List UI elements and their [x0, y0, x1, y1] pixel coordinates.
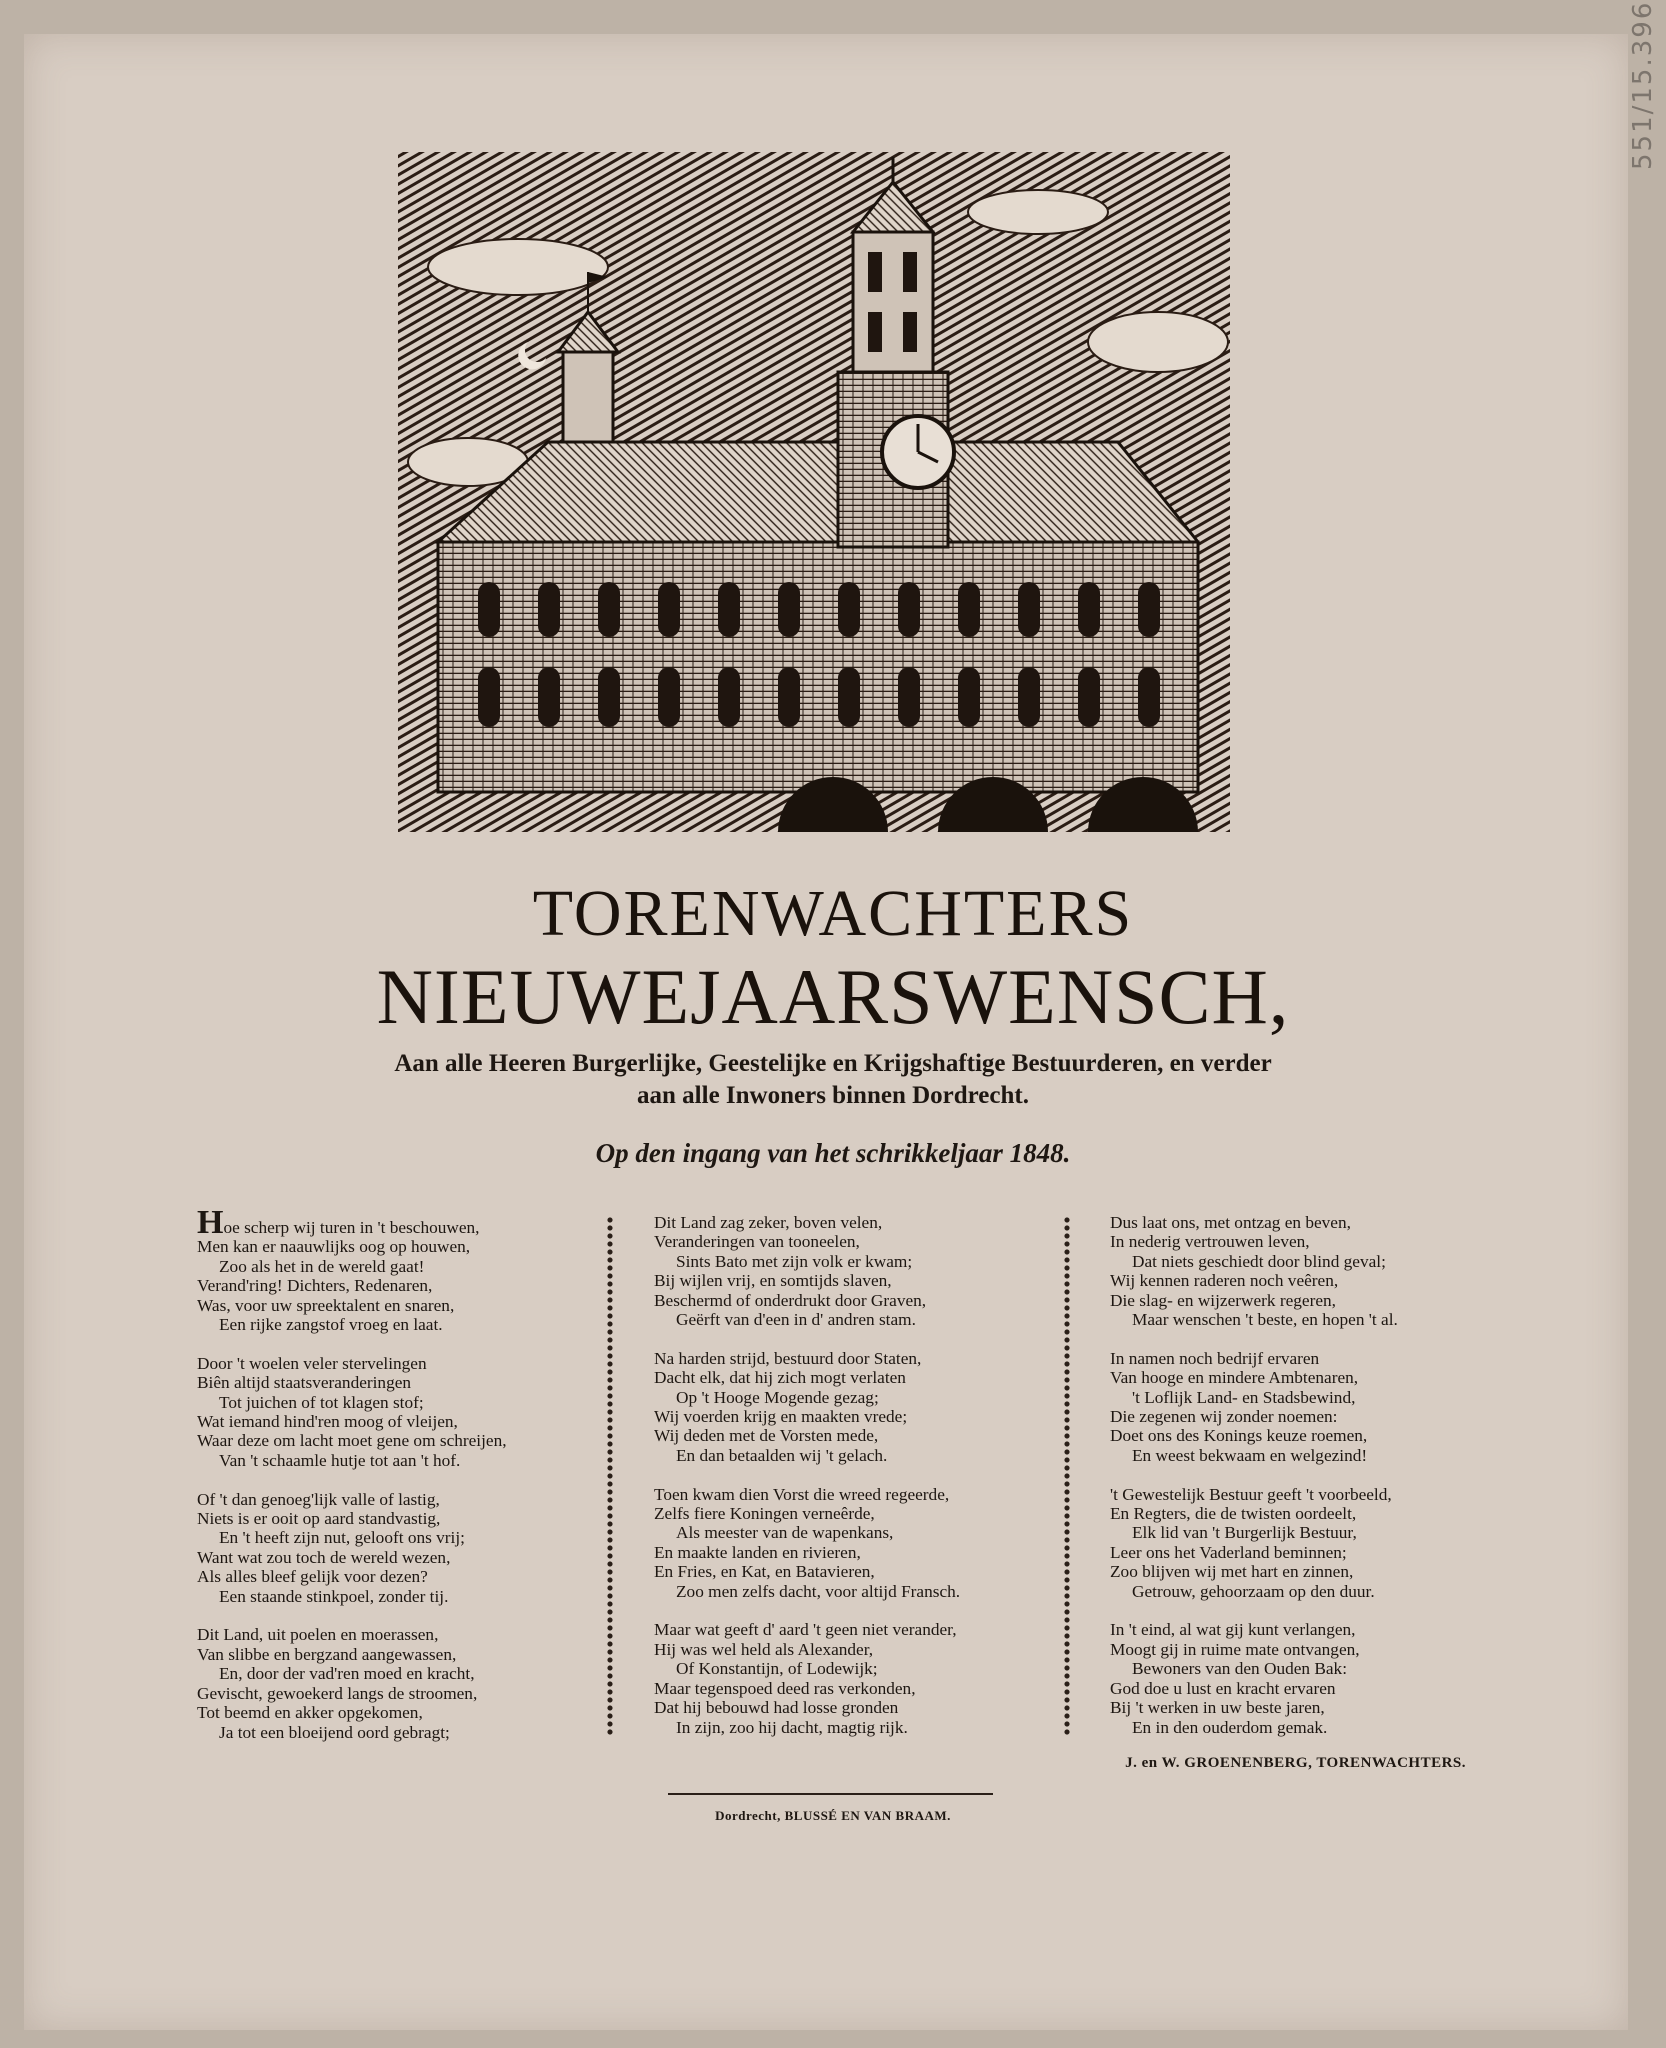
- verse-line: Bij 't werken in uw beste jaren,: [1110, 1698, 1325, 1718]
- poem-column-2: [654, 1213, 1054, 1756]
- verse-line: In 't eind, al wat gij kunt verlangen,: [1110, 1620, 1356, 1640]
- verse-line: Sints Bato met zijn volk er kwam;: [676, 1251, 913, 1271]
- verse-line: Zoo als het in de wereld gaat!: [219, 1256, 425, 1276]
- bead-divider-right: [1062, 1216, 1072, 1736]
- verse-line: Bij wijlen vrij, en somtijds slaven,: [654, 1271, 892, 1291]
- verse-line: Dat hij bebouwd had losse gronden: [654, 1698, 899, 1718]
- stanza: [197, 1354, 597, 1470]
- stanza: [1110, 1349, 1510, 1465]
- verse-line: Of 't dan genoeg'lijk valle of lastig,: [197, 1489, 440, 1509]
- verse-line: Zoo blijven wij met hart en zinnen,: [1110, 1562, 1354, 1582]
- verse-line: Tot juichen of tot klagen stof;: [219, 1392, 424, 1412]
- verse-line: Dat niets geschiedt door blind geval;: [1132, 1251, 1386, 1271]
- title-line-1: TORENWACHTERS: [532, 877, 1134, 950]
- verse-line: En Regters, die de twisten oordeelt,: [1110, 1504, 1357, 1524]
- stanza: [654, 1485, 1054, 1601]
- verse-line: Verand'ring! Dichters, Redenaren,: [197, 1276, 433, 1296]
- verse-line: Ja tot een bloeijend oord gebragt;: [219, 1722, 450, 1742]
- verse-line: Want wat zou toch de wereld wezen,: [197, 1547, 451, 1567]
- verse-line: Wij kennen raderen noch veêren,: [1110, 1271, 1339, 1291]
- verse-line: Wij deden met de Vorsten mede,: [654, 1426, 879, 1446]
- occasion-line: Op den ingang van het schrikkeljaar 1848.: [595, 1138, 1071, 1168]
- poem-column-3: [1110, 1213, 1510, 1756]
- stanza: [1110, 1485, 1510, 1601]
- verse-line: En dan betaalden wij 't gelach.: [676, 1445, 888, 1465]
- margin-pencil-note: 551/15.396: [1628, 0, 1658, 170]
- verse-line: 't Loflijk Land- en Stadsbewind,: [1132, 1387, 1356, 1407]
- verse-line: Beschermd of onderdrukt door Graven,: [654, 1290, 927, 1310]
- stanza: [654, 1620, 1054, 1736]
- verse-line: Maar wenschen 't beste, en hopen 't al.: [1132, 1310, 1398, 1330]
- verse-line: Als alles bleef gelijk voor dezen?: [197, 1567, 428, 1587]
- bead-divider-left: [605, 1216, 615, 1736]
- verse-line: Hij was wel held als Alexander,: [654, 1639, 874, 1659]
- verse-line: Tot beemd en akker opgekomen,: [197, 1703, 423, 1723]
- verse-line: Geërft van d'een in d' andren stam.: [676, 1310, 916, 1330]
- horizontal-rule: [668, 1793, 993, 1795]
- verse-line: Toen kwam dien Vorst die wreed regeerde,: [654, 1484, 950, 1504]
- verse-line: Wat iemand hind'ren moog of vleijen,: [197, 1412, 458, 1432]
- verse-line: Elk lid van 't Burgerlijk Bestuur,: [1132, 1523, 1357, 1543]
- verse-line: Een rijke zangstof vroeg en laat.: [219, 1315, 443, 1335]
- verse-line: In zijn, zoo hij dacht, magtig rijk.: [676, 1717, 908, 1737]
- verse-line: Zelfs fiere Koningen verneêrde,: [654, 1504, 875, 1524]
- verse-line: Doet ons des Konings keuze roemen,: [1110, 1426, 1368, 1446]
- stanza: [197, 1625, 597, 1741]
- verse-line: Dit Land, uit poelen en moerassen,: [197, 1625, 439, 1645]
- verse-line: Dacht elk, dat hij zich mogt verlaten: [654, 1368, 906, 1388]
- verse-line: Een staande stinkpoel, zonder tij.: [219, 1586, 449, 1606]
- subtitle-line-2: aan alle Inwoners binnen Dordrecht.: [637, 1082, 1029, 1109]
- verse-line: Of Konstantijn, of Lodewijk;: [676, 1659, 878, 1679]
- verse-line: Van 't schaamle hutje tot aan 't hof.: [219, 1450, 461, 1470]
- verse-line: En Fries, en Kat, en Batavieren,: [654, 1562, 875, 1582]
- signature: J. en W. GROENENBERG, TORENWACHTERS.: [1125, 1755, 1466, 1771]
- subtitle-line-1: Aan alle Heeren Burgerlijke, Geestelijke en Krijgshaftige Bestuurderen, en verder: [394, 1050, 1272, 1077]
- verse-line: Wij voerden krijg en maakten vrede;: [654, 1407, 908, 1427]
- bridge-arches: [778, 777, 1198, 832]
- verse-line: Veranderingen van tooneelen,: [654, 1232, 860, 1252]
- stanza: [1110, 1620, 1510, 1736]
- verse-line: Dit Land zag zeker, boven velen,: [654, 1213, 883, 1232]
- stanza: [654, 1213, 1054, 1329]
- town-hall-facade: [438, 542, 1198, 792]
- verse-line: Bewoners van den Ouden Bak:: [1132, 1659, 1348, 1679]
- verse-line: Men kan er naauwlijks oog op houwen,: [197, 1237, 471, 1257]
- verse-line: Gevischt, gewoekerd langs de stroomen,: [197, 1683, 478, 1703]
- verse-line: Hoe scherp wij turen in 't beschouwen,: [197, 1204, 480, 1241]
- stanza: [654, 1349, 1054, 1465]
- verse-line: En in den ouderdom gemak.: [1132, 1717, 1328, 1737]
- town-hall-roof: [438, 442, 1198, 542]
- verse-line: Was, voor uw spreektalent en snaren,: [197, 1295, 455, 1315]
- verse-line: God doe u lust en kracht ervaren: [1110, 1678, 1336, 1698]
- woodcut-illustration: [398, 152, 1230, 832]
- verse-line: En 't heeft zijn nut, gelooft ons vrij;: [219, 1528, 465, 1548]
- verse-line: Door 't woelen veler stervelingen: [197, 1353, 427, 1373]
- verse-line: Op 't Hooge Mogende gezag;: [676, 1387, 879, 1407]
- verse-line: En, door der vad'ren moed en kracht,: [219, 1664, 475, 1684]
- verse-line: 't Gewestelijk Bestuur geeft 't voorbeeld,: [1110, 1484, 1392, 1504]
- verse-line: En maakte landen en rivieren,: [654, 1542, 861, 1562]
- verse-line: Van hooge en mindere Ambtenaren,: [1110, 1368, 1359, 1388]
- drop-cap: H: [197, 1204, 224, 1241]
- verse-line: Moogt gij in ruime mate ontvangen,: [1110, 1639, 1360, 1659]
- verse-line: Die zegenen wij zonder noemen:: [1110, 1407, 1338, 1427]
- verse-line: Zoo men zelfs dacht, voor altijd Fransch.: [676, 1581, 961, 1601]
- verse-line: Maar wat geeft d' aard 't geen niet verander,: [654, 1620, 957, 1640]
- verse-line: Waar deze om lacht moet gene om schreijen,: [197, 1431, 507, 1451]
- verse-line: Getrouw, gehoorzaam op den duur.: [1132, 1581, 1375, 1601]
- verse-line: Na harden strijd, bestuurd door Staten,: [654, 1348, 922, 1368]
- verse-line: In namen noch bedrijf ervaren: [1110, 1348, 1320, 1368]
- verse-line: Van slibbe en bergzand aangewassen,: [197, 1644, 457, 1664]
- verse-line: Biên altijd staatsveranderingen: [197, 1373, 412, 1393]
- printer-imprint: Dordrecht, BLUSSÉ EN VAN BRAAM.: [715, 1808, 951, 1823]
- verse-line: Niets is er ooit op aard standvastig,: [197, 1509, 441, 1529]
- verse-line: Dus laat ons, met ontzag en beven,: [1110, 1213, 1351, 1232]
- verse-line: Leer ons het Vaderland beminnen;: [1110, 1542, 1347, 1562]
- verse-line: Maar tegenspoed deed ras verkonden,: [654, 1678, 916, 1698]
- verse-line: Die slag- en wijzerwerk regeren,: [1110, 1290, 1336, 1310]
- verse-line: In nederig vertrouwen leven,: [1110, 1232, 1310, 1252]
- verse-line: En weest bekwaam en welgezind!: [1132, 1445, 1368, 1465]
- stanza: [197, 1204, 597, 1335]
- stanza: [1110, 1213, 1510, 1329]
- poem-column-1: [197, 1204, 597, 1761]
- title-line-2: NIEUWEJAARSWENSCH,: [376, 953, 1290, 1040]
- stanza: [197, 1490, 597, 1606]
- verse-line: Als meester van de wapenkans,: [676, 1523, 894, 1543]
